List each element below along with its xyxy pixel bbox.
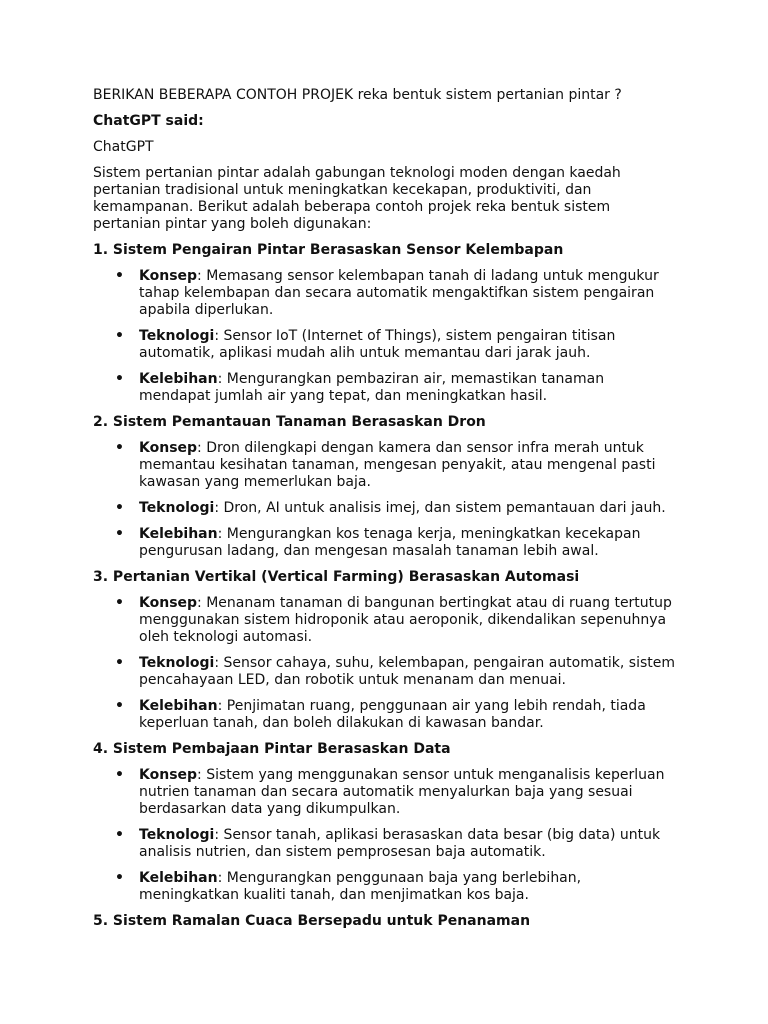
bullet-icon: • xyxy=(115,440,124,456)
section-2 xyxy=(93,414,676,560)
item-text: : Sensor cahaya, suhu, kelembapan, pengairan automatik, sistem pencahayaan LED, dan robotik untuk menanam dan menuai. xyxy=(139,655,676,688)
question-text: BERIKAN BEBERAPA CONTOH PROJEK reka bentuk sistem pertanian pintar ? xyxy=(93,87,622,103)
item-text: : Penjimatan ruang, penggunaan air yang lebih rendah, tiada keperluan tanah, dan boleh dilakukan di kawasan bandar. xyxy=(139,698,646,731)
item-term: Teknologi xyxy=(139,328,215,344)
list-item xyxy=(93,767,676,818)
bullet-icon: • xyxy=(115,870,124,886)
bullet-icon: • xyxy=(115,698,124,714)
intro-paragraph: Sistem pertanian pintar adalah gabungan teknologi moden dengan kaedah pertanian tradisional untuk meningkatkan kecekapan, produktiviti, dan kemampanan. Berikut adalah beberapa contoh projek reka bentuk sistem pertanian pintar yang boleh digunakan: xyxy=(93,165,621,232)
bullet-icon: • xyxy=(115,655,124,671)
bullet-icon: • xyxy=(115,500,124,516)
item-text: : Menanam tanaman di bangunan bertingkat atau di ruang tertutup menggunakan sistem hidroponik atau aeroponik, dikendalikan sepenuhnya oleh teknologi automasi. xyxy=(139,595,672,645)
item-text: : Mengurangkan pembaziran air, memastikan tanaman mendapat jumlah air yang tepat, dan meningkatkan hasil. xyxy=(139,371,605,404)
list-item xyxy=(93,827,676,861)
item-term: Kelebihan xyxy=(139,371,218,387)
item-text: : Sensor IoT (Internet of Things), sistem pengairan titisan automatik, aplikasi mudah alih untuk memantau dari jarak jauh. xyxy=(139,328,616,361)
bullet-icon: • xyxy=(115,767,124,783)
bullet-icon: • xyxy=(115,268,124,284)
item-term: Kelebihan xyxy=(139,870,218,886)
section-1 xyxy=(93,242,676,405)
section-title: 4. Sistem Pembajaan Pintar Berasaskan Data xyxy=(93,741,451,757)
list-item xyxy=(93,440,676,491)
item-text: : Sensor tanah, aplikasi berasaskan data besar (big data) untuk analisis nutrien, dan sistem pemprosesan baja automatik. xyxy=(139,827,661,860)
item-term: Konsep xyxy=(139,268,198,284)
section-title: 2. Sistem Pemantauan Tanaman Berasaskan Dron xyxy=(93,414,486,430)
list-item xyxy=(93,500,676,517)
bullet-icon: • xyxy=(115,827,124,843)
item-term: Kelebihan xyxy=(139,526,218,542)
item-term: Teknologi xyxy=(139,827,215,843)
item-text: : Memasang sensor kelembapan tanah di ladang untuk mengukur tahap kelembapan dan secara automatik mengaktifkan sistem pengairan apabila diperlukan. xyxy=(139,268,659,318)
bullet-icon: • xyxy=(115,526,124,542)
bullet-list xyxy=(93,767,676,904)
item-text: : Dron, AI untuk analisis imej, dan sistem pemantauan dari jauh. xyxy=(214,500,666,516)
model-name: ChatGPT xyxy=(93,139,154,155)
item-term: Teknologi xyxy=(139,655,215,671)
section-title: 5. Sistem Ramalan Cuaca Bersepadu untuk Penanaman xyxy=(93,913,531,929)
item-term: Teknologi xyxy=(139,500,215,516)
bullet-list xyxy=(93,268,676,405)
item-term: Kelebihan xyxy=(139,698,218,714)
list-item xyxy=(93,595,676,646)
section-title: 1. Sistem Pengairan Pintar Berasaskan Sensor Kelembapan xyxy=(93,242,564,258)
item-term: Konsep xyxy=(139,767,198,783)
item-text: : Dron dilengkapi dengan kamera dan sensor infra merah untuk memantau kesihatan tanaman, mengesan penyakit, atau mengenal pasti kawasan yang memerlukan baja. xyxy=(139,440,656,490)
section-title: 3. Pertanian Vertikal (Vertical Farming) Berasaskan Automasi xyxy=(93,569,580,585)
bullet-icon: • xyxy=(115,595,124,611)
list-item xyxy=(93,870,676,904)
item-text: : Mengurangkan penggunaan baja yang berlebihan, meningkatkan kualiti tanah, dan menjimatkan kos baja. xyxy=(139,870,582,903)
bullet-list xyxy=(93,595,676,732)
section-3 xyxy=(93,569,676,732)
bullet-icon: • xyxy=(115,328,124,344)
list-item xyxy=(93,328,676,362)
bullet-list xyxy=(93,440,676,560)
section-5 xyxy=(93,913,676,930)
item-term: Konsep xyxy=(139,595,198,611)
section-4 xyxy=(93,741,676,904)
list-item xyxy=(93,371,676,405)
speaker-label: ChatGPT said: xyxy=(93,113,204,129)
list-item xyxy=(93,526,676,560)
list-item xyxy=(93,655,676,689)
bullet-icon: • xyxy=(115,371,124,387)
list-item xyxy=(93,268,676,319)
item-text: : Sistem yang menggunakan sensor untuk menganalisis keperluan nutrien tanaman dan secara automatik menyalurkan baja yang sesuai berdasarkan data yang dikumpulkan. xyxy=(139,767,665,817)
list-item xyxy=(93,698,676,732)
item-term: Konsep xyxy=(139,440,198,456)
item-text: : Mengurangkan kos tenaga kerja, meningkatkan kecekapan pengurusan ladang, dan mengesan masalah tanaman lebih awal. xyxy=(139,526,641,559)
